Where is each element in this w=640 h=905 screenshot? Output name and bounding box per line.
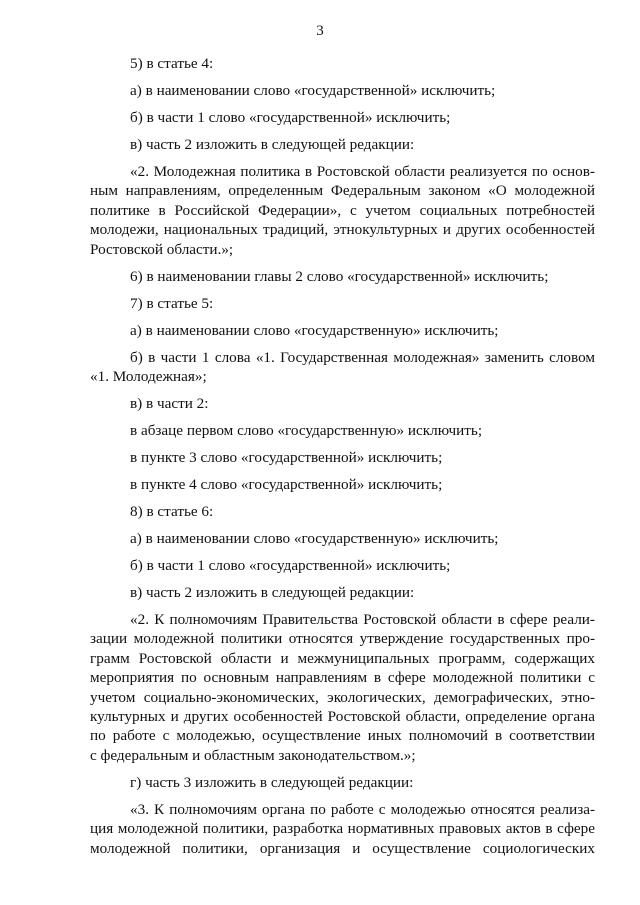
paragraph: г) часть 3 изложить в следующей редакции: — [130, 773, 414, 791]
paragraph: в абзаце первом слово «государственную» исключить; — [130, 422, 483, 440]
paragraph: в) часть 2 изложить в следующей редакции: — [130, 136, 415, 153]
paragraph: в) в части 2: — [130, 395, 209, 413]
paragraph — [90, 348, 595, 387]
paragraph-line: зации молодежной политики относятся утверждение государственных про- — [90, 630, 595, 648]
paragraph: 5) в статье 4: — [130, 55, 214, 72]
paragraph-line: «3. К полномочиям органа по работе с молодежью относятся реализа- — [130, 800, 595, 818]
paragraph: 6) в наименовании главы 2 слово «государственной» исключить; — [130, 267, 549, 285]
document-body — [90, 54, 595, 866]
paragraph: в) часть 2 изложить в следующей редакции: — [130, 584, 415, 602]
paragraph-line: ция молодежной политики, разработка нормативных правовых актов в сфере — [90, 820, 595, 838]
paragraph-line: по работе с молодежью, осуществление иных полномочий в соответствии — [90, 727, 595, 745]
paragraph: 8) в статье 6: — [130, 503, 214, 521]
paragraph — [90, 800, 595, 858]
paragraph-line: б) в части 1 слова «1. Государственная молодежная» заменить словом — [130, 348, 595, 366]
paragraph: в пункте 3 слово «государственной» исключить; — [130, 449, 443, 467]
paragraph-line: молодежной политики, организация и осуществление социологических — [90, 839, 595, 857]
paragraph-line: политике в Российской Федерации», с учетом социальных потребностей — [90, 201, 595, 219]
paragraph-line: учетом социально-экономических, экологических, демографических, этно- — [90, 688, 595, 706]
paragraph: 7) в статье 5: — [130, 294, 214, 312]
paragraph-line: Ростовской области.»; — [90, 240, 234, 258]
paragraph — [90, 610, 595, 765]
paragraph-line: грамм Ростовской области и межмуниципальных программ, содержащих — [90, 649, 595, 667]
paragraph: а) в наименовании слово «государственную» исключить; — [130, 321, 499, 339]
paragraph — [90, 162, 595, 259]
page-number: 3 — [316, 23, 324, 39]
paragraph: а) в наименовании слово «государственной» исключить; — [130, 82, 496, 99]
paragraph-line: мероприятия по основным направлениям в сфере молодежной политики с — [90, 669, 595, 687]
paragraph-line: «1. Молодежная»; — [90, 368, 207, 386]
paragraph-line: ным направлениям, определенным Федеральным законом «О молодежной — [90, 182, 595, 200]
paragraph-line: с федеральным и областным законодательством.»; — [90, 746, 416, 764]
paragraph-line: «2. К полномочиям Правительства Ростовской области в сфере реали- — [130, 611, 595, 629]
paragraph: б) в части 1 слово «государственной» исключить; — [130, 557, 451, 575]
paragraph: в пункте 4 слово «государственной» исключить; — [130, 476, 443, 494]
paragraph-line: молодежи, национальных традиций, этнокультурных и других особенностей — [90, 221, 595, 239]
paragraph-line: «2. Молодежная политика в Ростовской области реализуется по основ- — [130, 163, 595, 180]
paragraph: а) в наименовании слово «государственную» исключить; — [130, 530, 499, 548]
paragraph-line: культурных и других особенностей Ростовской области, определение органа — [90, 708, 595, 726]
paragraph: б) в части 1 слово «государственной» исключить; — [130, 109, 451, 126]
